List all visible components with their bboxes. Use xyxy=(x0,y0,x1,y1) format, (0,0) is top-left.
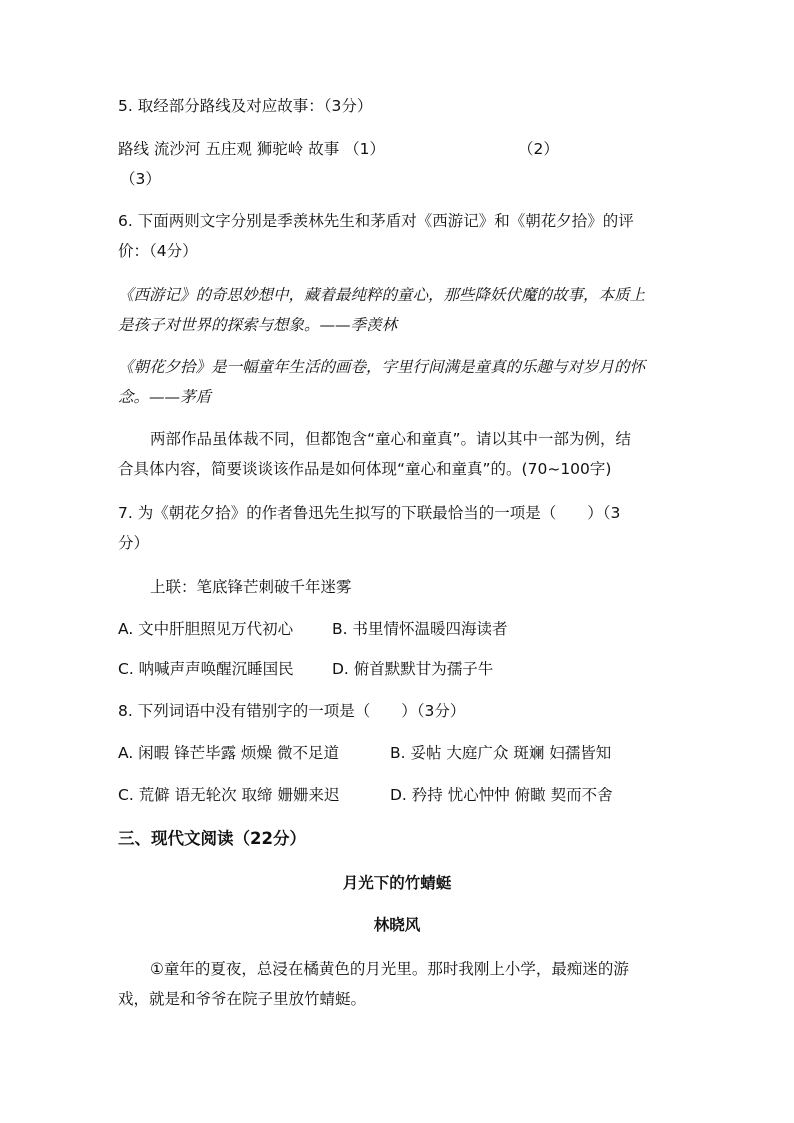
article-author: 林晓风 xyxy=(373,916,421,934)
q5-line1-right: （2） xyxy=(518,140,559,158)
q8-option-c: C. 荒僻 语无轮次 取缔 姗姗来迟 xyxy=(118,786,340,804)
article-title: 月光下的竹蜻蜓 xyxy=(342,874,452,892)
q7-option-c: C. 呐喊声声唤醒沉睡国民 xyxy=(118,660,294,678)
q5-line1-left: 路线 流沙河 五庄观 狮驼岭 故事 （1） xyxy=(118,140,385,158)
q8-option-a: A. 闲暇 锋芒毕露 烦燥 微不足道 xyxy=(118,744,339,762)
q6-prompt-line2: 合具体内容，简要谈谈该作品是如何体现“童心和童真”的。(70~100字) xyxy=(118,460,612,478)
q7-option-d: D. 俯首默默甘为孺子牛 xyxy=(332,660,494,678)
paragraph-1-line2: 戏，就是和爷爷在院子里放竹蜻蜓。 xyxy=(118,990,367,1008)
q6-quote2-line2: 念。——茅盾 xyxy=(118,388,212,406)
q8-option-b: B. 妥帖 大庭广众 斑斓 妇孺皆知 xyxy=(390,744,612,762)
q6-quote1-line2: 是孩子对世界的探索与想象。——季羡林 xyxy=(118,316,398,334)
q6-quote1-line1: 《西游记》的奇思妙想中，藏着最纯粹的童心，那些降妖伏魔的故事，本质上 xyxy=(118,286,646,304)
q7-title-line1: 7. 为《朝花夕拾》的作者鲁迅先生拟写的下联最恰当的一项是（ ）（3 xyxy=(118,504,621,522)
q5-title: 5. 取经部分路线及对应故事：（3分） xyxy=(118,97,373,115)
q7-option-b: B. 书里情怀温暖四海读者 xyxy=(332,620,508,638)
q6-prompt-line1: 两部作品虽体裁不同，但都饱含“童心和童真”。请以其中一部为例，结 xyxy=(150,430,632,448)
paragraph-1-line1: ①童年的夏夜，总浸在橘黄色的月光里。那时我刚上小学，最痴迷的游 xyxy=(150,960,629,978)
q7-option-a: A. 文中肝胆照见万代初心 xyxy=(118,620,294,638)
q7-title-line2: 分） xyxy=(118,534,150,552)
section-heading: 三、现代文阅读（22分） xyxy=(118,829,306,848)
q6-quote2-line1: 《朝花夕拾》是一幅童年生活的画卷，字里行间满是童真的乐趣与对岁月的怀 xyxy=(118,358,646,376)
q6-title-line2: 价：（4分） xyxy=(118,242,198,260)
q6-title-line1: 6. 下面两则文字分别是季羡林先生和茅盾对《西游记》和《朝花夕拾》的评 xyxy=(118,212,634,230)
q8-title: 8. 下列词语中没有错别字的一项是（ ）（3分） xyxy=(118,702,466,720)
q7-upper-couplet: 上联：笔底锋芒刺破千年迷雾 xyxy=(150,578,352,596)
q5-line2: （3） xyxy=(120,170,161,188)
q8-option-d: D. 矜持 忧心忡忡 俯瞰 契而不舍 xyxy=(390,786,613,804)
